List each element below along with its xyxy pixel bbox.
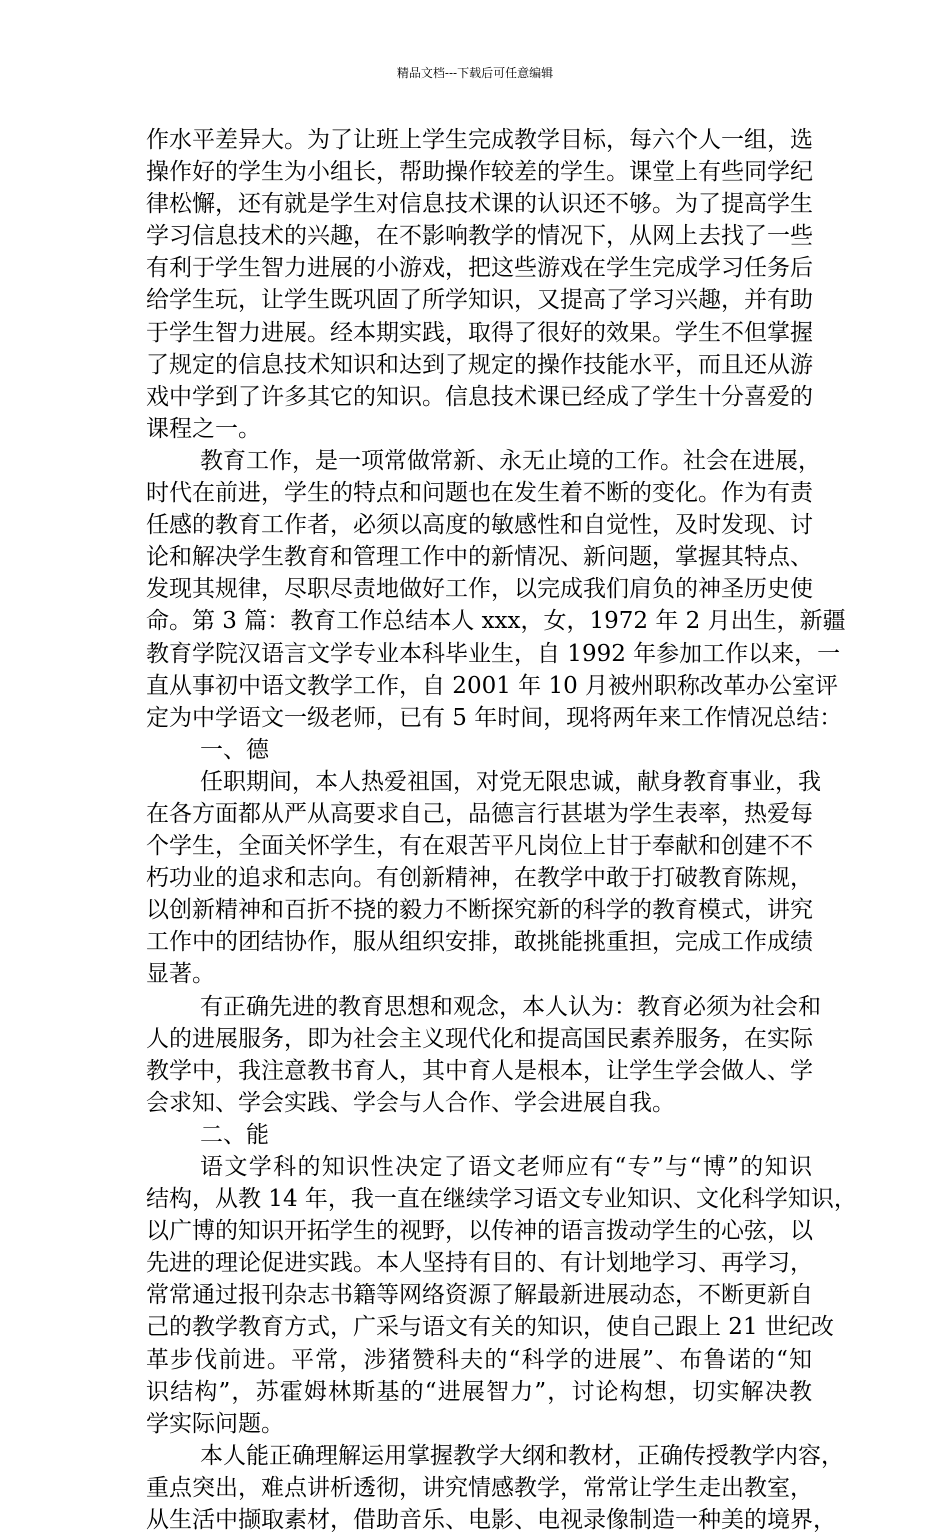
text-line: 工作中的团结协作，服从组织安排，敢挑能挑重担，完成工作成绩 — [146, 929, 813, 956]
text-line: 本人能正确理解运用掌握教学大纲和教材，正确传授教学内容， — [200, 1442, 844, 1469]
text-line: 论和解决学生教育和管理工作中的新情况、新问题，掌握其特点、 — [146, 544, 813, 571]
text-line: 结构，从教 14 年，我一直在继续学习语文专业知识、文化科学知识， — [146, 1186, 857, 1213]
text-line: 作水平差异大。为了让班上学生完成教学目标，每六个人一组，选 — [146, 127, 813, 153]
text-line: 识结构”，苏霍姆林斯基的“进展智力”，讨论构想，切实解决教 — [146, 1378, 812, 1405]
text-line: 教学中，我注意教书育人，其中育人是根本，让学生学会做人、学 — [146, 1057, 813, 1084]
text-line: 己的教学教育方式，广采与语文有关的知识，使自己跟上 21 世纪改 — [146, 1314, 834, 1341]
text-line: 定为中学语文一级老师，已有 5 年时间，现将两年来工作情况总结： — [146, 704, 843, 731]
text-line: 重点突出，难点讲析透彻，讲究情感教学，常常让学生走出教室， — [146, 1474, 813, 1501]
text-line: 有利于学生智力进展的小游戏，把这些游戏在学生完成学习任务后 — [146, 255, 813, 282]
text-line: 发现其规律，尽职尽责地做好工作，以完成我们肩负的神圣历史使 — [146, 576, 813, 603]
text-line: 显著。 — [146, 961, 215, 988]
text-line: 以创新精神和百折不挠的毅力不断探究新的科学的教育模式，讲究 — [146, 897, 813, 924]
text-line: 一、德 — [200, 736, 269, 763]
text-line: 人的进展服务，即为社会主义现代化和提高国民素养服务，在实际 — [146, 1025, 813, 1052]
text-line: 给学生玩，让学生既巩固了所学知识，又提高了学习兴趣，并有助 — [146, 287, 813, 314]
text-line: 直从事初中语文教学工作，自 2001 年 10 月被州职称改革办公室评 — [146, 672, 839, 699]
text-line: 学实际问题。 — [146, 1410, 284, 1437]
text-line: 教育工作，是一项常做常新、永无止境的工作。社会在进展， — [200, 447, 821, 474]
text-line: 二、能 — [200, 1121, 269, 1148]
text-line: 先进的理论促进实践。本人坚持有目的、有计划地学习、再学习， — [146, 1250, 813, 1277]
text-line: 任职期间，本人热爱祖国，对党无限忠诚，献身教育事业，我 — [200, 768, 821, 795]
text-line: 有正确先进的教育思想和观念，本人认为：教育必须为社会和 — [200, 993, 821, 1020]
text-line: 了规定的信息技术知识和达到了规定的操作技能水平，而且还从游 — [146, 351, 813, 378]
text-line: 戏中学到了许多其它的知识。信息技术课已经成了学生十分喜爱的 — [146, 383, 813, 410]
text-line: 语文学科的知识性决定了语文老师应有“专”与“博”的知识 — [200, 1154, 812, 1180]
text-line: 常常通过报刊杂志书籍等网络资源了解最新进展动态，不断更新自 — [146, 1282, 813, 1309]
text-line: 任感的教育工作者，必须以高度的敏感性和自觉性，及时发现、讨 — [146, 512, 813, 539]
text-line: 从生活中撷取素材，借助音乐、电影、电视录像制造一种美的境界， — [146, 1507, 836, 1534]
document-body — [146, 124, 857, 1536]
text-line: 命。第 3 篇：教育工作总结本人 xxx，女，1972 年 2 月出生，新疆 — [146, 608, 846, 635]
text-line: 时代在前进，学生的特点和问题也在发生着不断的变化。作为有责 — [146, 480, 813, 507]
text-line: 革步伐前进。平常，涉猪赞科夫的“科学的进展”、布鲁诺的“知 — [146, 1346, 812, 1373]
text-line: 以广博的知识开拓学生的视野，以传神的语言拨动学生的心弦，以 — [146, 1218, 813, 1245]
text-line: 课程之一。 — [146, 415, 261, 442]
text-line: 个学生，全面关怀学生，有在艰苦平凡岗位上甘于奉献和创建不不 — [146, 833, 813, 860]
text-line: 操作好的学生为小组长，帮助操作较差的学生。课堂上有些同学纪 — [146, 159, 813, 186]
text-line: 会求知、学会实践、学会与人合作、学会进展自我。 — [146, 1089, 675, 1116]
text-line: 学习信息技术的兴趣，在不影响教学的情况下，从网上去找了一些 — [146, 223, 813, 250]
page-header: 精品文档---下载后可任意编辑 — [396, 66, 554, 80]
text-line: 在各方面都从严从高要求自己，品德言行甚堪为学生表率，热爱每 — [146, 800, 813, 827]
text-line: 教育学院汉语言文学专业本科毕业生，自 1992 年参加工作以来，一 — [146, 640, 841, 667]
text-line: 朽功业的追求和志向。有创新精神，在教学中敢于打破教育陈规， — [146, 865, 813, 892]
text-line: 律松懈，还有就是学生对信息技术课的认识还不够。为了提高学生 — [146, 191, 813, 218]
text-line: 于学生智力进展。经本期实践，取得了很好的效果。学生不但掌握 — [146, 319, 813, 346]
